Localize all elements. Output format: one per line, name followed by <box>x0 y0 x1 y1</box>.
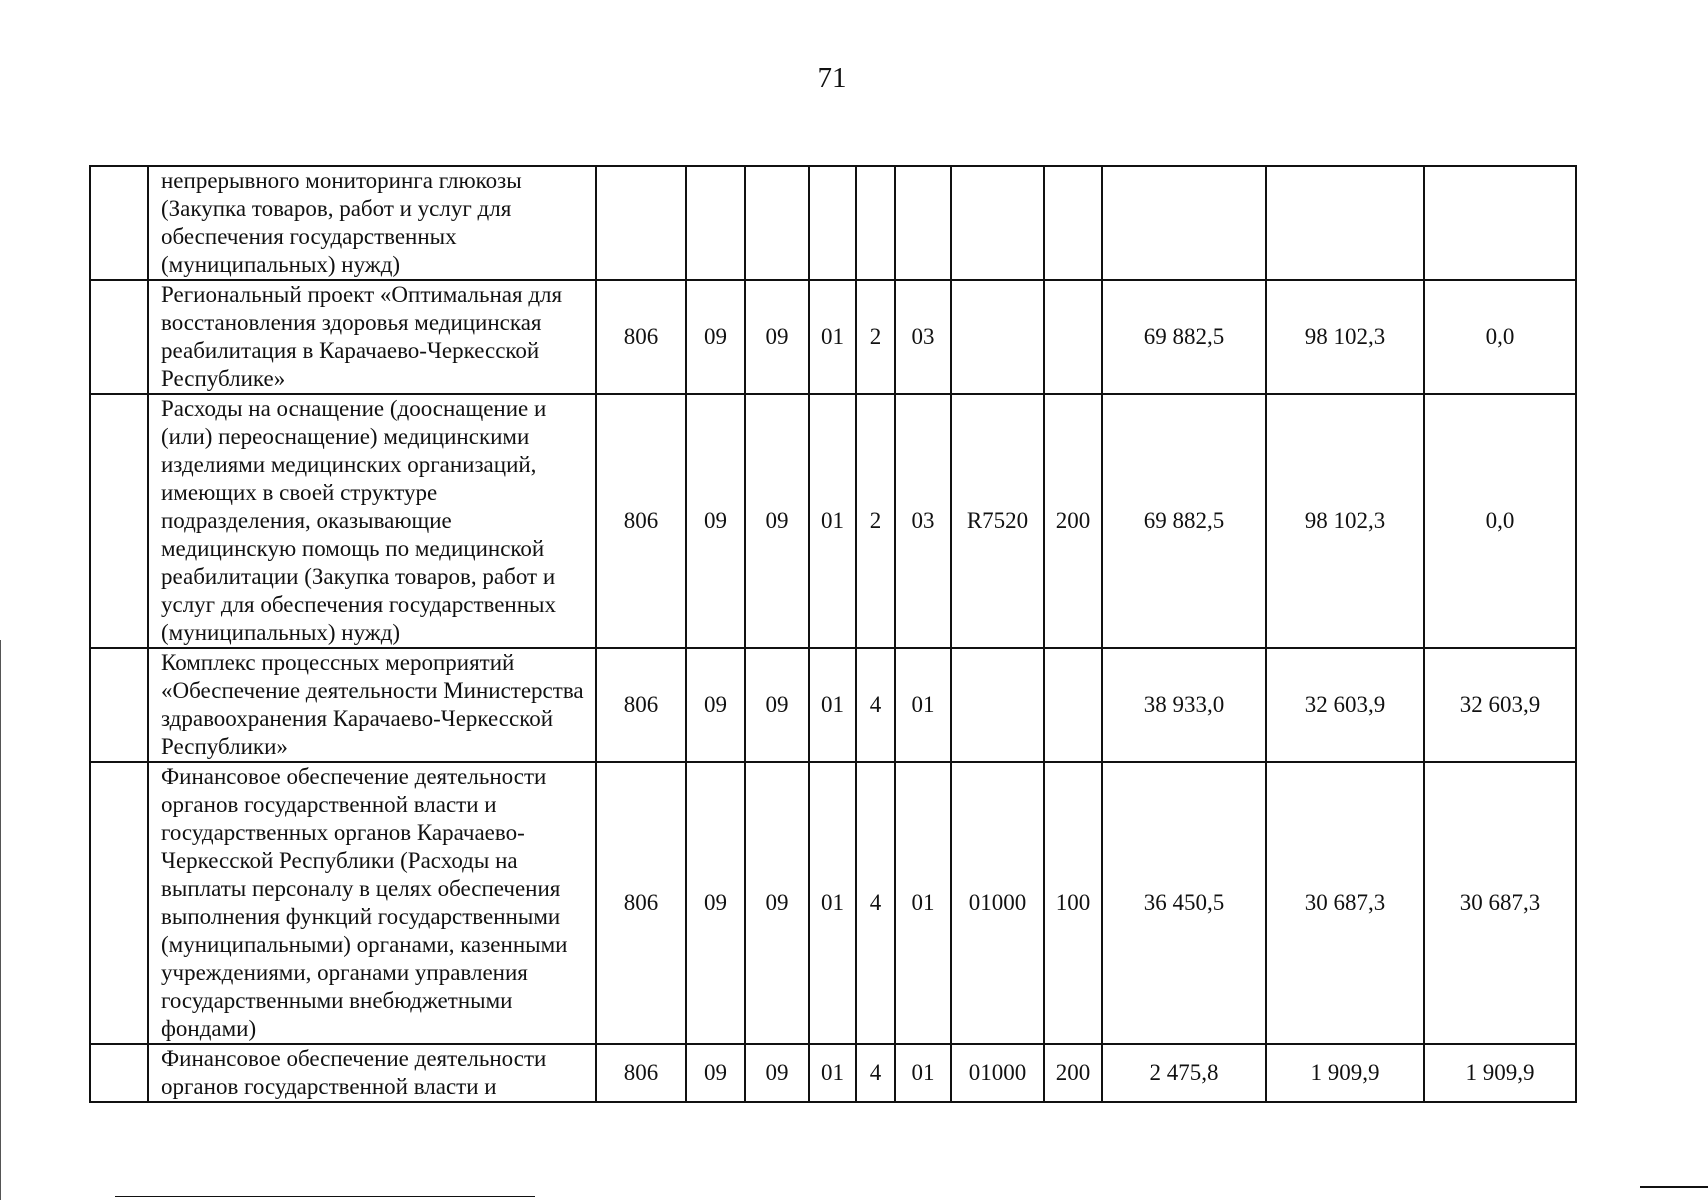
amount-2026-cell: 30 687,3 <box>1266 762 1424 1044</box>
ministry-code-cell: 806 <box>596 1044 686 1102</box>
measure-code-cell: 03 <box>895 280 951 394</box>
subprogram-code-cell <box>856 166 895 280</box>
amount-2027-cell: 0,0 <box>1424 394 1576 648</box>
subprogram-code-cell: 4 <box>856 648 895 762</box>
bottom-rule <box>115 1196 535 1197</box>
target-article-cell <box>951 166 1044 280</box>
description-cell <box>148 648 596 762</box>
subprogram-code-cell: 4 <box>856 762 895 1044</box>
amount-2026-cell: 98 102,3 <box>1266 394 1424 648</box>
expense-type-cell <box>1044 648 1102 762</box>
ministry-code-cell: 806 <box>596 648 686 762</box>
ministry-code-cell: 806 <box>596 280 686 394</box>
table-row <box>90 648 1576 762</box>
row-number-cell <box>90 280 148 394</box>
expense-type-cell: 100 <box>1044 762 1102 1044</box>
amount-2027-cell <box>1424 166 1576 280</box>
program-code-cell <box>809 166 856 280</box>
table-row <box>90 166 1576 280</box>
budget-table <box>89 165 1577 1103</box>
row-number-cell <box>90 166 148 280</box>
ministry-code-cell <box>596 166 686 280</box>
program-code-cell: 01 <box>809 280 856 394</box>
expense-type-cell: 200 <box>1044 394 1102 648</box>
program-code-cell: 01 <box>809 762 856 1044</box>
section-code-cell: 09 <box>686 762 745 1044</box>
amount-2027-cell: 32 603,9 <box>1424 648 1576 762</box>
row-number-cell <box>90 648 148 762</box>
table-row <box>90 280 1576 394</box>
section-code-cell: 09 <box>686 1044 745 1102</box>
target-article-cell <box>951 280 1044 394</box>
measure-code-cell: 01 <box>895 648 951 762</box>
target-article-cell: 01000 <box>951 1044 1044 1102</box>
measure-code-cell <box>895 166 951 280</box>
subprogram-code-cell: 2 <box>856 394 895 648</box>
row-number-cell <box>90 1044 148 1102</box>
amount-2027-cell: 30 687,3 <box>1424 762 1576 1044</box>
row-number-cell <box>90 394 148 648</box>
table-row <box>90 394 1576 648</box>
program-code-cell: 01 <box>809 648 856 762</box>
amount-2027-cell: 0,0 <box>1424 280 1576 394</box>
description-text: Расходы на оснащение (дооснащение и (или) переоснащение) медицинскими изделиями медицинских организаций, имеющих в своей структуре подразделения, оказывающие медицинскую помощь по медицинской реабилитации (Закупка товаров, работ и услуг для обеспечения государственных (муниципальных) нужд) <box>161 396 556 645</box>
subsection-code-cell: 09 <box>745 1044 809 1102</box>
expense-type-cell: 200 <box>1044 1044 1102 1102</box>
expense-type-cell <box>1044 166 1102 280</box>
amount-2026-cell: 98 102,3 <box>1266 280 1424 394</box>
description-text: Финансовое обеспечение деятельности органов государственной власти и <box>161 1046 547 1099</box>
amount-2025-cell: 2 475,8 <box>1102 1044 1266 1102</box>
section-code-cell: 09 <box>686 280 745 394</box>
description-cell <box>148 762 596 1044</box>
amount-2027-cell: 1 909,9 <box>1424 1044 1576 1102</box>
row-number-cell <box>90 762 148 1044</box>
subsection-code-cell: 09 <box>745 394 809 648</box>
bottom-rule-right <box>1640 1186 1708 1188</box>
program-code-cell: 01 <box>809 1044 856 1102</box>
program-code-cell: 01 <box>809 394 856 648</box>
subprogram-code-cell: 4 <box>856 1044 895 1102</box>
description-text: Комплекс процессных мероприятий «Обеспечение деятельности Министерства здравоохранения Карачаево-Черкесской Республики» <box>161 650 584 759</box>
description-cell <box>148 166 596 280</box>
section-code-cell: 09 <box>686 394 745 648</box>
target-article-cell: 01000 <box>951 762 1044 1044</box>
target-article-cell: R7520 <box>951 394 1044 648</box>
subsection-code-cell: 09 <box>745 762 809 1044</box>
table-row <box>90 762 1576 1044</box>
expense-type-cell <box>1044 280 1102 394</box>
subsection-code-cell: 09 <box>745 280 809 394</box>
amount-2025-cell: 69 882,5 <box>1102 280 1266 394</box>
table-row <box>90 1044 1576 1102</box>
left-edge-line <box>0 640 1 1200</box>
section-code-cell <box>686 166 745 280</box>
description-cell <box>148 280 596 394</box>
measure-code-cell: 01 <box>895 1044 951 1102</box>
measure-code-cell: 03 <box>895 394 951 648</box>
amount-2026-cell <box>1266 166 1424 280</box>
amount-2026-cell: 32 603,9 <box>1266 648 1424 762</box>
target-article-cell <box>951 648 1044 762</box>
subsection-code-cell <box>745 166 809 280</box>
description-cell <box>148 1044 596 1102</box>
amount-2025-cell: 36 450,5 <box>1102 762 1266 1044</box>
page-number: 71 <box>817 62 847 94</box>
section-code-cell: 09 <box>686 648 745 762</box>
amount-2026-cell: 1 909,9 <box>1266 1044 1424 1102</box>
description-text: Региональный проект «Оптимальная для восстановления здоровья медицинская реабилитация в Карачаево-Черкесской Республике» <box>161 282 563 391</box>
description-cell <box>148 394 596 648</box>
amount-2025-cell <box>1102 166 1266 280</box>
subsection-code-cell: 09 <box>745 648 809 762</box>
description-text: непрерывного мониторинга глюкозы (Закупка товаров, работ и услуг для обеспечения государственных (муниципальных) нужд) <box>161 168 522 277</box>
amount-2025-cell: 38 933,0 <box>1102 648 1266 762</box>
ministry-code-cell: 806 <box>596 394 686 648</box>
subprogram-code-cell: 2 <box>856 280 895 394</box>
ministry-code-cell: 806 <box>596 762 686 1044</box>
description-text: Финансовое обеспечение деятельности органов государственной власти и государственных органов Карачаево-Черкесской Республики (Расходы на выплаты персоналу в целях обеспечения выполнения функций государственными (муниципальными) органами, казенными учреждениями, органами управления государственными внебюджетными фондами) <box>161 764 568 1041</box>
amount-2025-cell: 69 882,5 <box>1102 394 1266 648</box>
measure-code-cell: 01 <box>895 762 951 1044</box>
